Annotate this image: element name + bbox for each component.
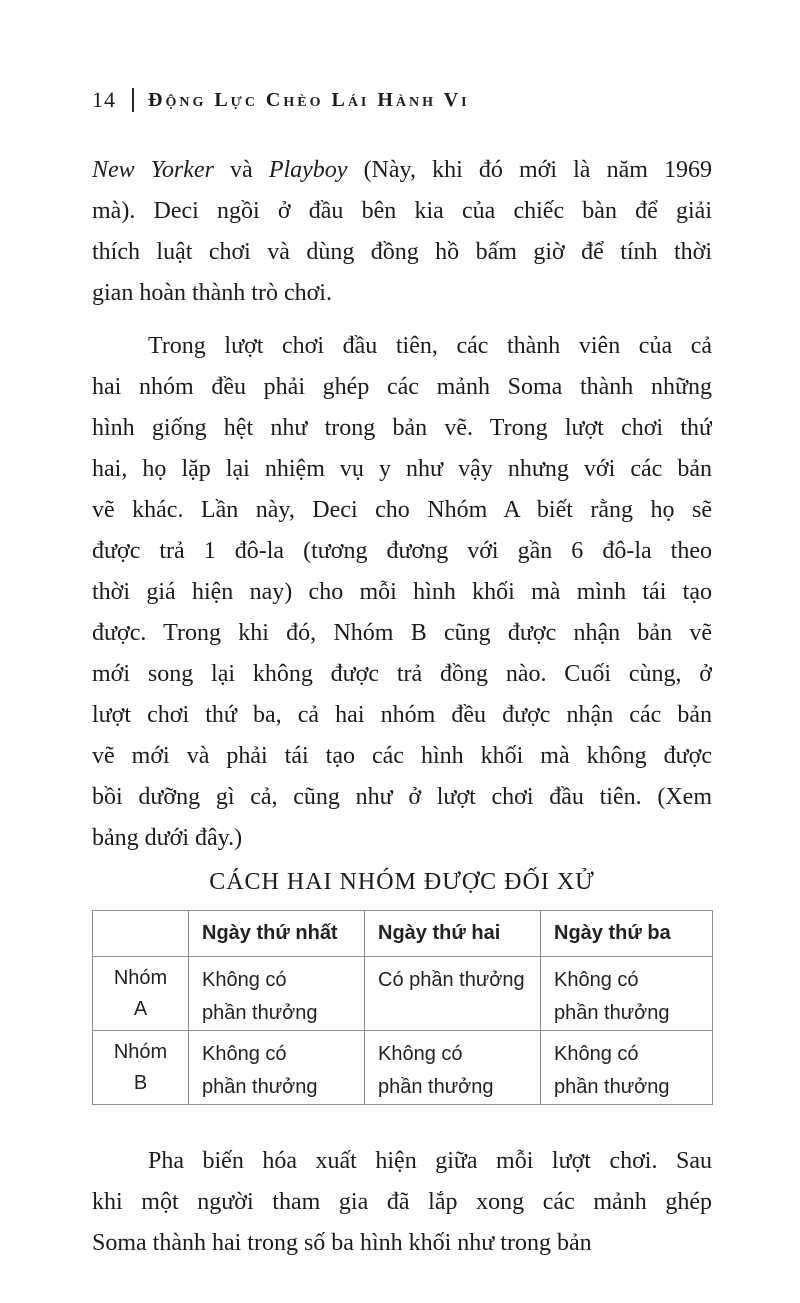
text-segment: hình giống hệt như trong bản vẽ. Trong lượt chơi thứ bbox=[92, 415, 712, 441]
text-line bbox=[92, 449, 712, 490]
text-line bbox=[92, 695, 712, 736]
cell-line: Nhóm bbox=[113, 966, 168, 989]
text-segment: bồi dưỡng gì cả, cũng như ở lượt chơi đầu tiên. (Xem bbox=[92, 784, 712, 810]
text-line bbox=[92, 531, 712, 572]
page-number: 14 bbox=[92, 87, 116, 112]
text-segment: mà). Deci ngồi ở đầu bên kia của chiếc bàn để giải bbox=[92, 198, 712, 224]
text-line bbox=[92, 818, 712, 859]
cell-line: Không có bbox=[202, 969, 287, 991]
text-line bbox=[92, 654, 712, 695]
body-text-block bbox=[92, 150, 712, 859]
paragraph bbox=[92, 150, 712, 314]
text-segment: Trong lượt chơi đầu tiên, các thành viên của cả bbox=[148, 333, 712, 359]
text-line bbox=[92, 326, 712, 367]
text-segment: hai, họ lặp lại nhiệm vụ y như vậy nhưng với các bản bbox=[92, 456, 712, 482]
cell-line: Không có bbox=[202, 1043, 287, 1065]
cell-line: B bbox=[133, 1071, 148, 1094]
text-line bbox=[92, 367, 712, 408]
text-segment: vẽ mới và phải tái tạo các hình khối mà không được bbox=[92, 743, 712, 769]
table-header-cell bbox=[93, 911, 189, 957]
text-segment: và bbox=[213, 157, 269, 183]
table-row bbox=[93, 1031, 713, 1105]
cell-line: phần thưởng bbox=[554, 1076, 670, 1098]
table-header-cell: Ngày thứ ba bbox=[541, 911, 713, 957]
text-segment: gian hoàn thành trò chơi. bbox=[92, 280, 332, 306]
text-line bbox=[92, 572, 712, 613]
text-segment: khi một người tham gia đã lắp xong các mảnh ghép bbox=[92, 1189, 712, 1215]
cell-line: Không có bbox=[554, 1043, 639, 1065]
text-line bbox=[92, 613, 712, 654]
table-body bbox=[93, 957, 713, 1105]
text-segment: Soma thành hai trong số ba hình khối như trong bản bbox=[92, 1230, 592, 1256]
after-table-text-block bbox=[92, 1141, 712, 1264]
row-label-cell bbox=[93, 957, 189, 1031]
text-segment: Pha biến hóa xuất hiện giữa mỗi lượt chơi. Sau bbox=[148, 1148, 712, 1174]
text-line bbox=[92, 490, 712, 531]
table-header-cell: Ngày thứ nhất bbox=[189, 911, 365, 957]
table-cell bbox=[541, 1031, 713, 1105]
text-line bbox=[92, 1141, 712, 1182]
text-line bbox=[92, 777, 712, 818]
text-segment: (Này, khi đó mới là năm 1969 bbox=[347, 157, 712, 183]
text-segment: bảng dưới đây.) bbox=[92, 825, 243, 851]
text-line bbox=[92, 232, 712, 273]
text-segment: mới song lại không được trả đồng nào. Cuối cùng, ở bbox=[92, 661, 712, 687]
table-head bbox=[93, 911, 713, 957]
cell-line: Nhóm bbox=[113, 1040, 168, 1063]
table-cell bbox=[365, 1031, 541, 1105]
cell-line: Không có bbox=[378, 1043, 463, 1065]
text-line bbox=[92, 273, 712, 314]
table-row bbox=[93, 957, 713, 1031]
table-cell bbox=[365, 957, 541, 1031]
table-cell bbox=[189, 1031, 365, 1105]
text-segment: thích luật chơi và dùng đồng hồ bấm giờ để tính thời bbox=[92, 239, 712, 265]
running-header bbox=[92, 86, 712, 114]
cell-line: phần thưởng bbox=[202, 1076, 318, 1098]
text-line bbox=[92, 1182, 712, 1223]
table-header-row bbox=[93, 911, 713, 957]
header-divider-rule bbox=[132, 88, 134, 112]
page-content bbox=[92, 86, 712, 1264]
text-line bbox=[92, 1223, 712, 1264]
cell-line: Có phần thưởng bbox=[378, 969, 525, 991]
book-title: Động Lực Chèo Lái Hành Vi bbox=[148, 88, 470, 111]
row-label-cell bbox=[93, 1031, 189, 1105]
cell-line: Không có bbox=[554, 969, 639, 991]
italic-text: New Yorker bbox=[92, 157, 214, 183]
cell-line: phần thưởng bbox=[202, 1002, 318, 1024]
treatment-table bbox=[92, 910, 713, 1105]
text-segment: vẽ khác. Lần này, Deci cho Nhóm A biết rằng họ sẽ bbox=[92, 497, 712, 523]
text-line bbox=[92, 191, 712, 232]
italic-text: Playboy bbox=[268, 157, 348, 183]
cell-line: phần thưởng bbox=[378, 1076, 494, 1098]
text-segment: lượt chơi thứ ba, cả hai nhóm đều được nhận các bản bbox=[92, 702, 712, 728]
cell-line: A bbox=[133, 997, 148, 1020]
paragraph bbox=[92, 326, 712, 859]
table-cell bbox=[541, 957, 713, 1031]
table-title: CÁCH HAI NHÓM ĐƯỢC ĐỐI XỬ bbox=[209, 869, 595, 895]
text-segment: được trả 1 đô-la (tương đương với gần 6 đô-la theo bbox=[92, 538, 712, 564]
text-line bbox=[92, 408, 712, 449]
text-line bbox=[92, 150, 712, 191]
cell-line: phần thưởng bbox=[554, 1002, 670, 1024]
text-segment: được. Trong khi đó, Nhóm B cũng được nhận bản vẽ bbox=[92, 620, 712, 646]
text-line bbox=[92, 736, 712, 777]
paragraph bbox=[92, 1141, 712, 1264]
table-header-cell: Ngày thứ hai bbox=[365, 911, 541, 957]
text-segment: thời giá hiện nay) cho mỗi hình khối mà mình tái tạo bbox=[92, 579, 712, 605]
table-cell bbox=[189, 957, 365, 1031]
text-segment: hai nhóm đều phải ghép các mảnh Soma thành những bbox=[92, 374, 712, 400]
